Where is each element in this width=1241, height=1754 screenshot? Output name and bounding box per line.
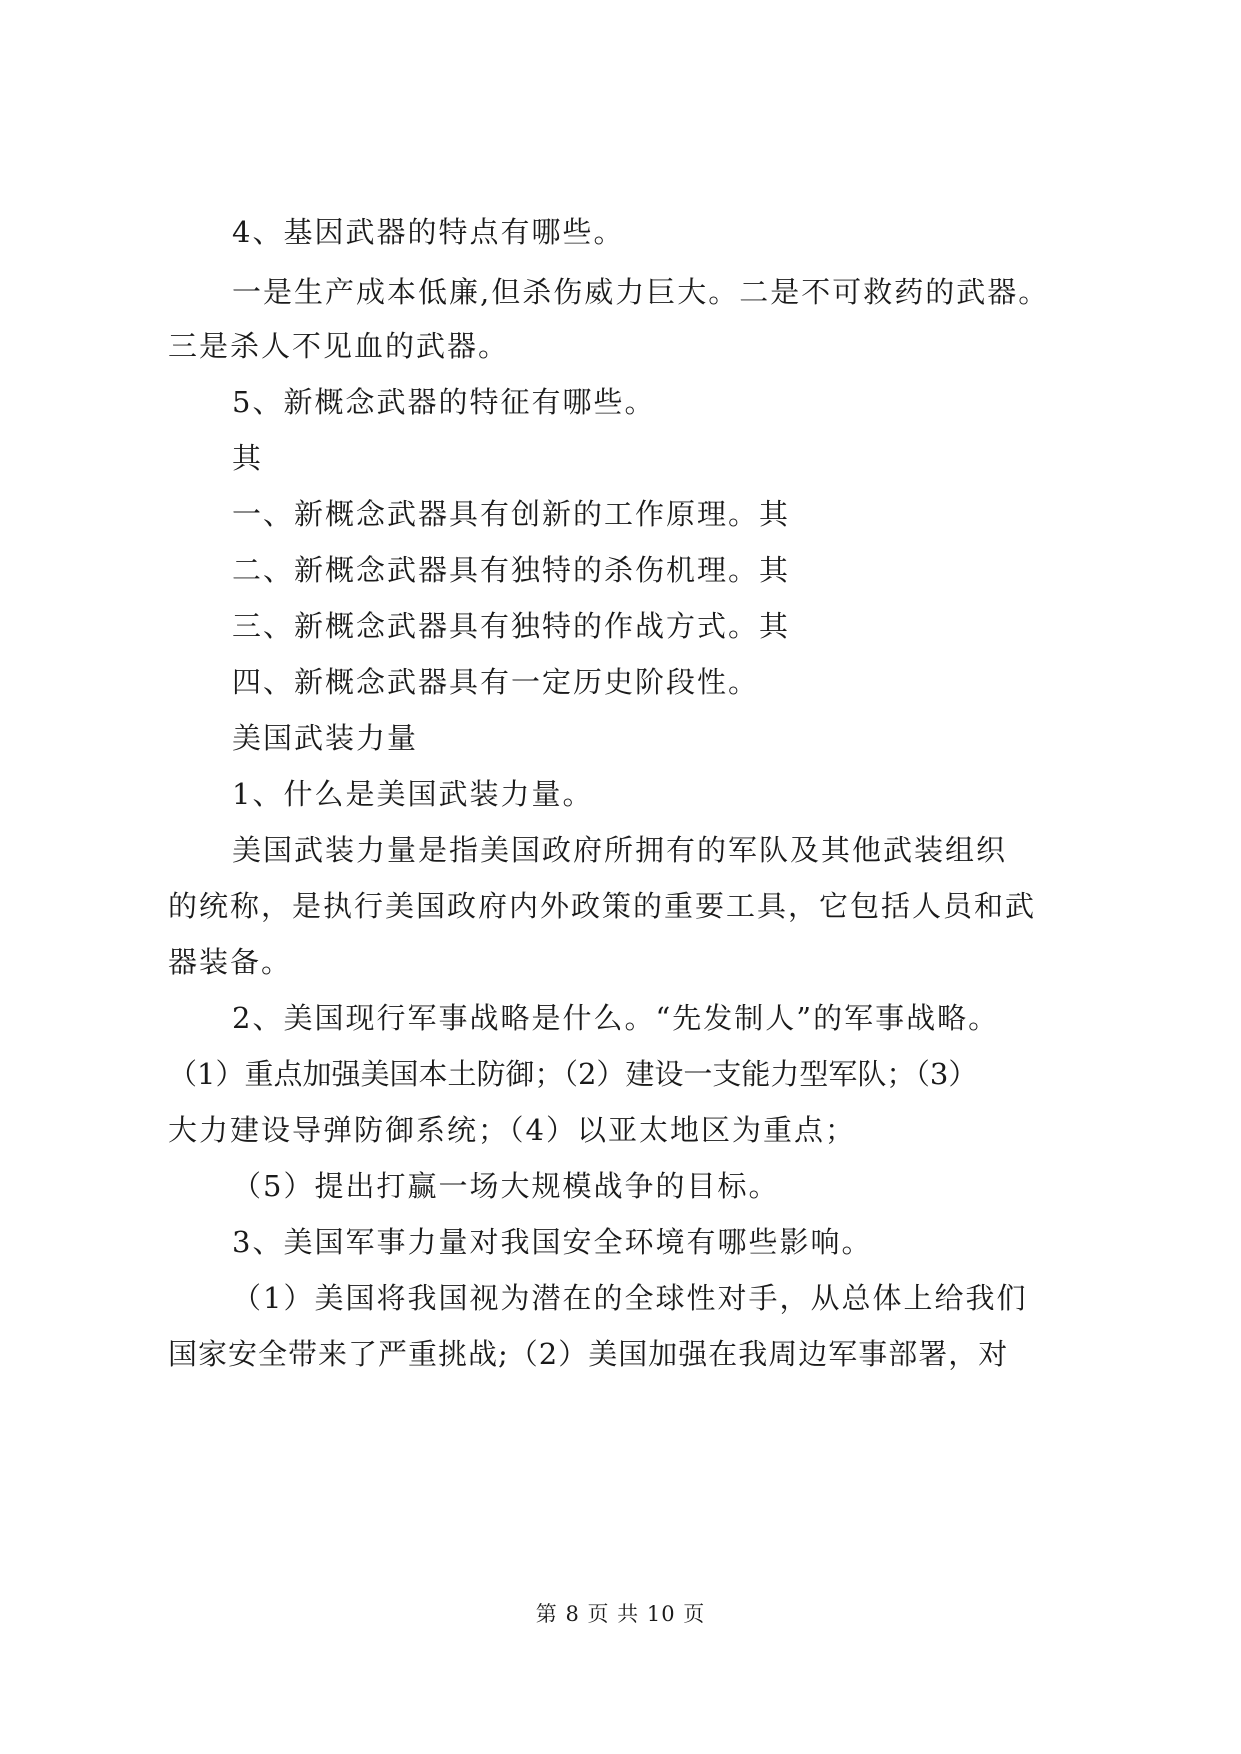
paragraph-line: 其: [232, 441, 264, 475]
question-5-heading: 5、新概念武器的特征有哪些。: [232, 385, 656, 419]
paragraph-line: 一是生产成本低廉,但杀伤威力巨大。二是不可救药的武器。: [232, 275, 1050, 309]
question-3-heading: 3、美国军事力量对我国安全环境有哪些影响。: [232, 1225, 873, 1259]
list-item: 二、新概念武器具有独特的杀伤机理。其: [232, 553, 791, 587]
list-item: 四、新概念武器具有一定历史阶段性。: [232, 665, 760, 699]
page-number: 第 8 页 共 10 页: [535, 1602, 706, 1626]
paragraph-line: 三是杀人不见血的武器。: [168, 329, 510, 363]
paragraph-line: 的统称，是执行美国政府内外政策的重要工具，它包括人员和武: [168, 889, 1037, 923]
paragraph-line: 美国武装力量是指美国政府所拥有的军队及其他武装组织: [232, 833, 1008, 867]
paragraph-line: （5）提出打赢一场大规模战争的目标。: [232, 1169, 780, 1203]
paragraph-line: （1）美国将我国视为潜在的全球性对手，从总体上给我们: [232, 1281, 1028, 1315]
list-item: 三、新概念武器具有独特的作战方式。其: [232, 609, 791, 643]
list-item: 一、新概念武器具有创新的工作原理。其: [232, 497, 791, 531]
paragraph-line: （1）重点加强美国本土防御；（2）建设一支能力型军队；（3）: [168, 1057, 978, 1091]
paragraph-line: 大力建设导弹防御系统；（4）以亚太地区为重点；: [168, 1113, 856, 1147]
question-2-heading: 2、美国现行军事战略是什么。“先发制人”的军事战略。: [232, 1001, 1000, 1035]
question-1-heading: 1、什么是美国武装力量。: [232, 777, 594, 811]
question-4-heading: 4、基因武器的特点有哪些。: [232, 215, 625, 249]
paragraph-line: 器装备。: [168, 945, 293, 979]
section-heading: 美国武装力量: [232, 721, 419, 755]
paragraph-line: 国家安全带来了严重挑战;（2）美国加强在我周边军事部署，对: [168, 1337, 1009, 1371]
